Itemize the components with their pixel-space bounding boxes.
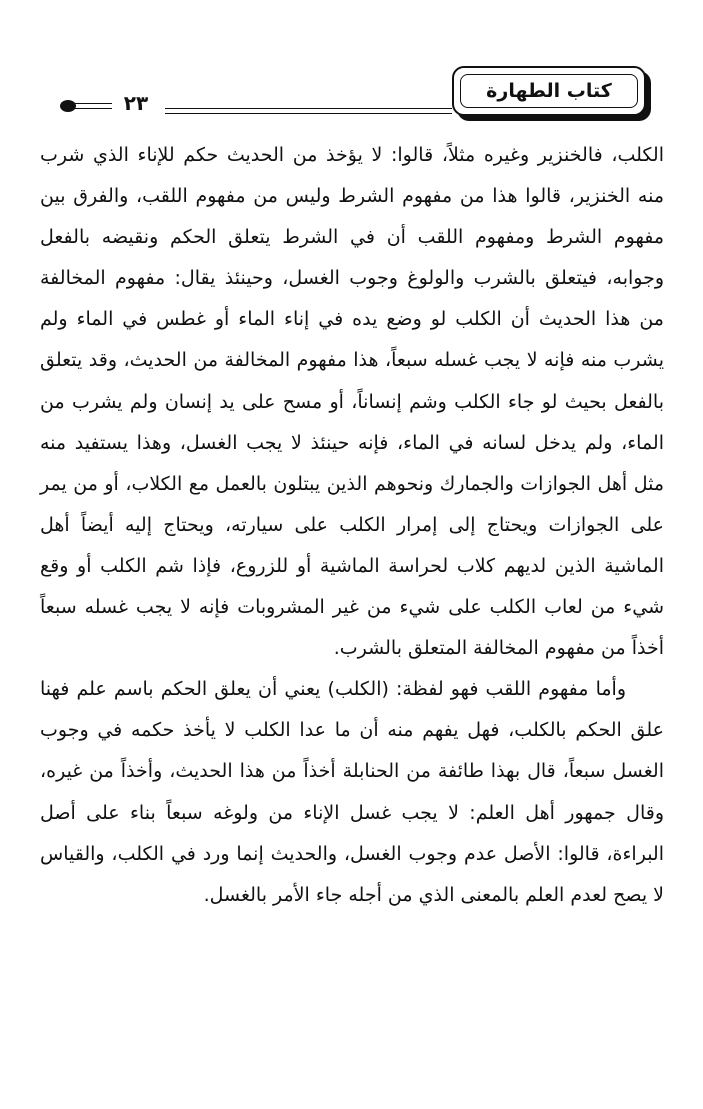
- header-ornament: [60, 100, 112, 112]
- ornament-line-lower: [72, 108, 112, 109]
- page-number: ٢٣: [123, 91, 149, 115]
- paragraph-2: وأما مفهوم اللقب فهو لفظة: (الكلب) يعني أن يعلق الحكم باسم علم فهنا علق الحكم بالكلب، فهل يفهم منه أن ما عدا الكلب لا يأخذ حكمه في وجوب الغسل سبعاً، قال بهذا طائفة من الحنابلة أخذاً من هذا الحديث، وأخذاً من غيره، وقال جمهور أهل العلم: لا يجب غسل الإناء من ولوغه سبعاً بناء على أصل البراءة، قالوا: الأصل عدم وجوب الغسل، والحديث إنما ورد في الكلب، والقياس لا يصح لعدم العلم بالمعنى الذي من أجله جاء الأمر بالغسل.: [40, 678, 664, 906]
- chapter-title: كتاب الطهارة: [486, 79, 612, 102]
- page-header: [0, 0, 703, 130]
- chapter-title-frame: [460, 74, 638, 108]
- page-body: [40, 135, 664, 916]
- ornament-line-upper: [72, 103, 112, 104]
- header-rule-upper: [165, 108, 452, 109]
- header-rule-lower: [165, 113, 452, 114]
- ornament-dot: [60, 100, 76, 112]
- chapter-title-box: [452, 66, 646, 116]
- paragraph-1: الكلب، فالخنزير وغيره مثلاً، قالوا: لا يؤخذ من الحديث حكم للإناء الذي شرب منه الخنزير، قالوا هذا من مفهوم الشرط وليس من مفهوم اللقب، والفرق بين مفهوم الشرط ومفهوم اللقب أن في الشرط يتعلق الحكم ونقيضه بالفعل وجوابه، فيتعلق بالشرب والولوغ وجوب الغسل، وحينئذ يقال: مفهوم المخالفة من هذا الحديث أن الكلب لو وضع يده في إناء الماء أو غطس في الماء ولم يشرب منه فإنه لا يجب غسله سبعاً، هذا مفهوم المخالفة من الحديث، وقد يتعلق بالفعل بحيث لو جاء الكلب وشم إنساناً، أو مسح على يد إنسان ولم يشرب من الماء، ولم يدخل لسانه في الماء، فإنه حينئذ لا يجب الغسل، وهذا يستفيد منه مثل أهل الجوازات والجمارك ونحوهم الذين يبتلون بالعمل مع الكلاب، أو من يمر على الجوازات ويحتاج إلى إمرار الكلب على سيارته، ويحتاج إليه أيضاً أهل الماشية الذين لديهم كلاب لحراسة الماشية أو للزروع، فإذا شم الكلب أو وقع شيء من لعاب الكلب على شيء من غير المشروبات فإنه لا يجب غسله سبعاً أخذاً من مفهوم المخالفة المتعلق بالشرب.: [40, 144, 664, 660]
